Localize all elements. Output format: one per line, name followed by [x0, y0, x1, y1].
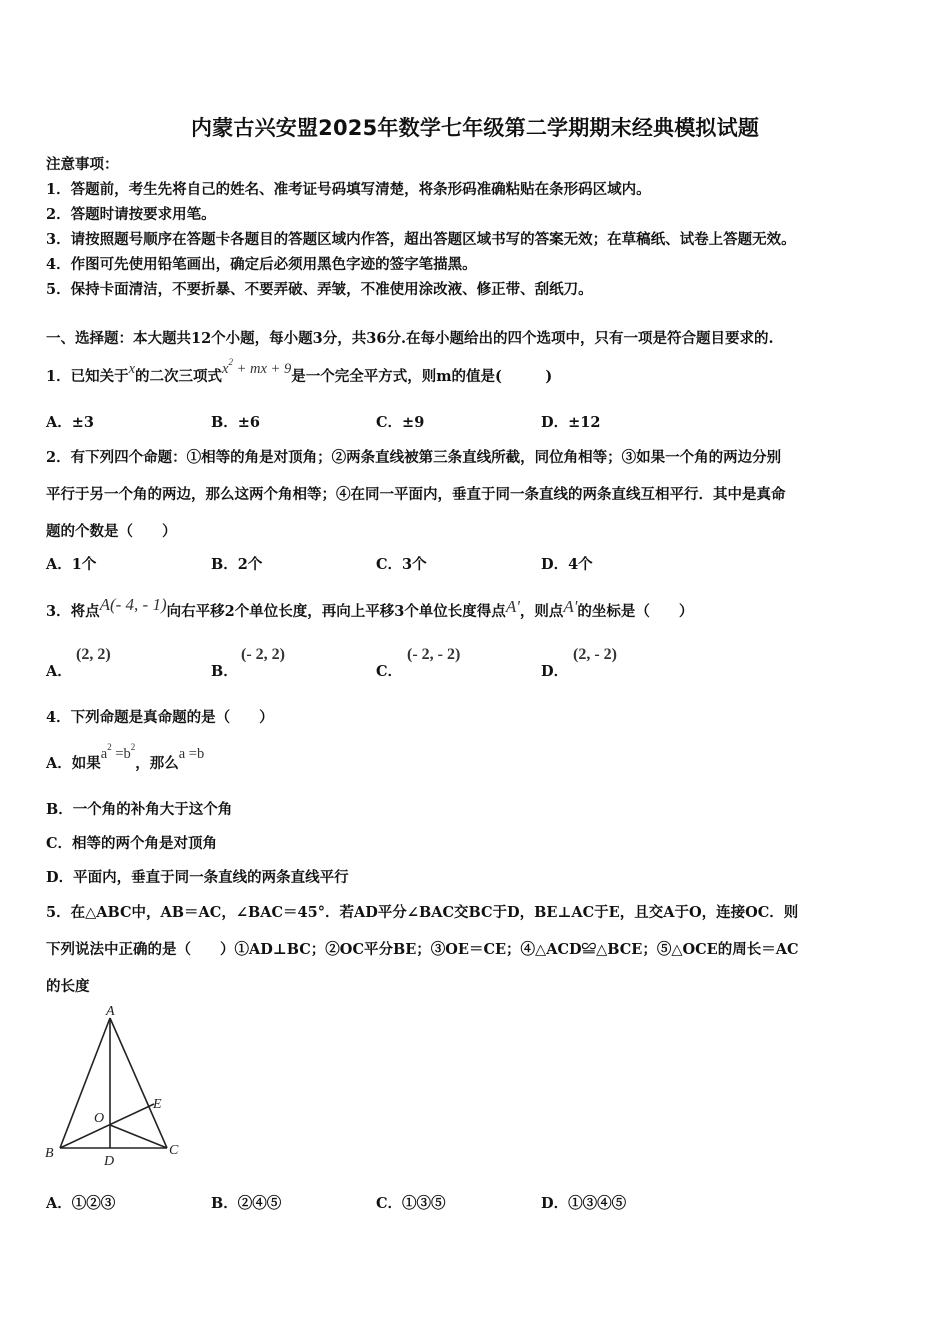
notice-heading: 注意事项：	[46, 156, 119, 173]
question-5-line: 5．在△ABC中，AB＝AC，∠BAC＝45°．若AD平分∠BAC交BC于D，BE⊥AC于E，且交A于O，连接OC．则	[46, 904, 799, 921]
section-heading: 一、选择题：本大题共12个小题，每小题3分，共36分.在每小题给出的四个选项中，只有一项是符合题目要求的.	[46, 330, 774, 347]
var-x: x	[128, 361, 136, 377]
triangle-figure	[40, 1000, 190, 1170]
q4-option-c: C．相等的两个角是对顶角	[46, 835, 218, 852]
polynomial-expression: $x^2$ + mx + 9	[222, 357, 292, 377]
notice-item: 5．保持卡面清洁，不要折暴、不要弄破、弄皱，不准使用涂改液、修正带、刮纸刀。	[46, 281, 593, 298]
label-o: O	[94, 1111, 105, 1126]
notice-item: 4．作图可先使用铅笔画出，确定后必须用黑色字迹的签字笔描黑。	[46, 256, 477, 273]
q2-option-d: D．4个	[541, 556, 593, 573]
notice-item: 1．答题前，考生先将自己的姓名、准考证号码填写清楚，将条形码准确粘贴在条形码区域内。	[46, 181, 651, 198]
q3-option-d-label: D．	[541, 663, 569, 680]
q5-option-a: A．①②③	[46, 1195, 116, 1212]
q4-option-b: B．一个角的补角大于这个角	[46, 801, 233, 818]
q5-option-c: C．①③⑤	[376, 1195, 446, 1212]
label-a: A	[106, 1004, 115, 1019]
equation-ab: a =b	[178, 746, 205, 762]
q4-option-a: A．如果$a^2 =b^2$，那么a =b	[46, 742, 205, 772]
q3-option-a-value: (2, 2)	[76, 646, 111, 663]
q1-option-b: B．±6	[211, 414, 260, 431]
notice-item: 3．请按照题号顺序在答题卡各题目的答题区域内作答，超出答题区域书写的答案无效；在草稿纸、试卷上答题无效。	[46, 231, 796, 248]
question-5-line: 下列说法中正确的是（ ）①AD⊥BC；②OC平分BE；③OE＝CE；④△ACD≌△BCE；⑤△OCE的周长＝AC	[46, 941, 799, 958]
page-title: 内蒙古兴安盟2025年数学七年级第二学期期末经典模拟试题	[190, 116, 760, 140]
question-2-line: 2．有下列四个命题：①相等的角是对顶角；②两条直线被第三条直线所截，同位角相等；③如果一个角的两边分别	[46, 449, 782, 466]
label-e: E	[153, 1097, 162, 1112]
q3-option-d-value: (2, - 2)	[573, 646, 617, 663]
label-d: D	[104, 1154, 115, 1169]
q3-option-b-label: B．	[211, 663, 238, 680]
q2-option-c: C．3个	[376, 556, 427, 573]
q3-option-b-value: (- 2, 2)	[241, 646, 285, 663]
point-a: A(- 4, - 1)	[99, 595, 167, 614]
question-5-line: 的长度	[46, 978, 90, 995]
equation-squares: $a^2 =b^2$	[100, 742, 136, 762]
q4-option-d: D．平面内，垂直于同一条直线的两条直线平行	[46, 869, 349, 886]
question-2-line: 题的个数是（ ）	[46, 523, 177, 540]
q3-option-c-label: C．	[376, 663, 403, 680]
question-2-line: 平行于另一个角的两边，那么这两个角相等；④在同一平面内，垂直于同一条直线的两条直线互相平行．其中是真命	[46, 486, 786, 503]
q1-option-d: D．±12	[541, 414, 601, 431]
q1-option-a: A．±3	[46, 414, 94, 431]
question-1: 1．已知关于x的二次三项式$x^2$ + mx + 9是一个完全平方式，则m的值是( )	[46, 357, 553, 385]
q1-option-c: C．±9	[376, 414, 425, 431]
question-3: 3．将点A(- 4, - 1)向右平移2个单位长度，再向上平移3个单位长度得点A'，则点A'的坐标是（ ）	[46, 595, 694, 620]
q5-option-d: D．①③④⑤	[541, 1195, 627, 1212]
label-c: C	[169, 1143, 179, 1158]
q2-option-b: B．2个	[211, 556, 263, 573]
q5-option-b: B．②④⑤	[211, 1195, 282, 1212]
label-b: B	[45, 1146, 54, 1161]
q3-option-a-label: A．	[46, 663, 72, 680]
question-4: 4．下列命题是真命题的是（ ）	[46, 709, 274, 726]
notice-item: 2．答题时请按要求用笔。	[46, 206, 216, 223]
q3-option-c-value: (- 2, - 2)	[407, 646, 461, 663]
q2-option-a: A．1个	[46, 556, 97, 573]
